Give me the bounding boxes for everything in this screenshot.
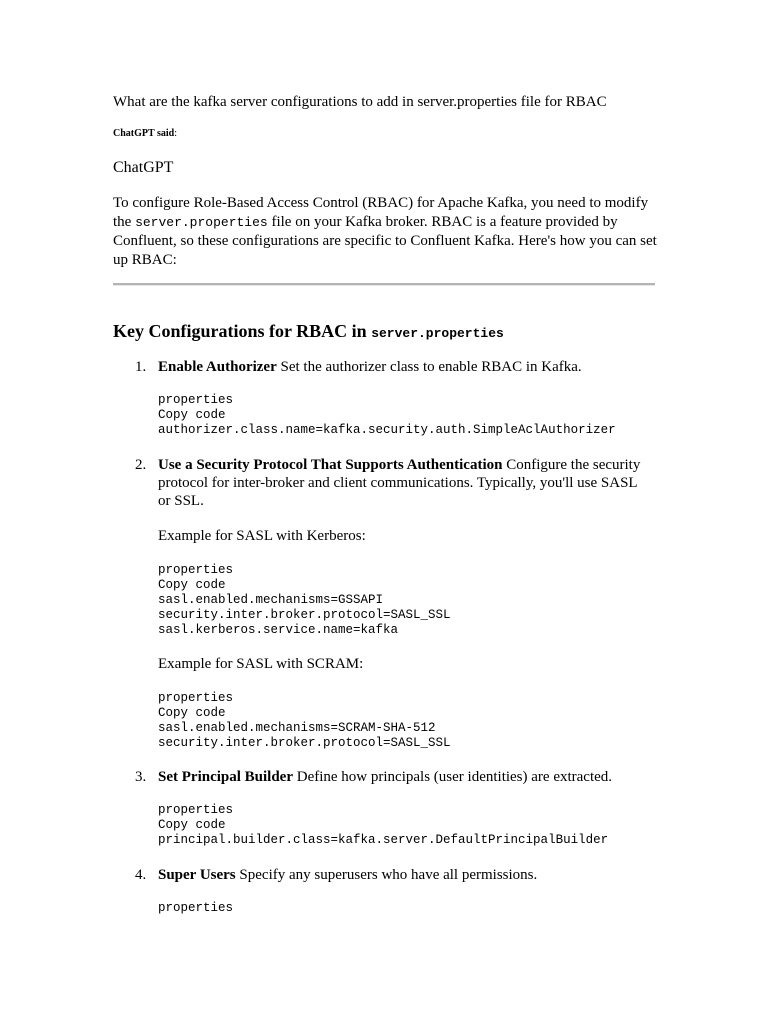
code-block-2b[interactable] <box>158 691 451 751</box>
user-prompt: What are the kafka server configurations to add in server.properties file for RBAC <box>113 94 607 110</box>
code-block-1[interactable] <box>158 393 616 438</box>
list-item-text <box>158 866 650 884</box>
copy-code-button[interactable]: Copy code <box>158 818 226 832</box>
list-item-title: Set Principal Builder <box>158 769 293 785</box>
example-kerberos-label: Example for SASL with Kerberos: <box>158 528 366 544</box>
assistant-name: ChatGPT <box>113 159 174 176</box>
code-language-label: properties <box>158 803 234 817</box>
section-heading-code: server.properties <box>371 326 504 341</box>
section-heading <box>113 320 504 345</box>
copy-code-button[interactable]: Copy code <box>158 578 226 592</box>
code-line: security.inter.broker.protocol=SASL_SSL <box>158 608 451 622</box>
list-item-number: 4. <box>135 867 147 883</box>
section-heading-text: Key Configurations for RBAC in <box>113 321 372 341</box>
intro-text-start: To configure Role-Based Access Control (RBAC) for Apache Kafka, you need to modify the <box>113 195 649 230</box>
list-item-description: Specify any superusers who have all permissions. <box>235 867 538 883</box>
list-item-number: 1. <box>135 359 147 375</box>
list-item-title: Super Users <box>158 867 236 883</box>
list-item-text <box>158 456 650 510</box>
code-line: security.inter.broker.protocol=SASL_SSL <box>158 736 451 750</box>
code-line: sasl.kerberos.service.name=kafka <box>158 623 399 637</box>
code-line: principal.builder.class=kafka.server.DefaultPrincipalBuilder <box>158 833 609 847</box>
list-item-description: Define how principals (user identities) are extracted. <box>293 769 613 785</box>
list-item-text <box>158 358 650 376</box>
copy-code-button[interactable]: Copy code <box>158 408 226 422</box>
assistant-said-label <box>113 127 177 140</box>
list-item-title: Enable Authorizer <box>158 359 277 375</box>
said-label-text: ChatGPT said <box>113 128 175 139</box>
code-block-3[interactable] <box>158 803 608 848</box>
code-block-4[interactable] <box>158 901 233 916</box>
intro-text-end: file on your Kafka broker. RBAC is a feature provided by Confluent, so these configurations are specific to Confluent Kafka. Here's how you can set up RBAC: <box>113 213 657 268</box>
code-line: sasl.enabled.mechanisms=SCRAM-SHA-512 <box>158 721 436 735</box>
horizontal-divider <box>113 283 655 286</box>
code-language-label: properties <box>158 563 234 577</box>
code-language-label: properties <box>158 901 234 915</box>
code-line: sasl.enabled.mechanisms=GSSAPI <box>158 593 384 607</box>
list-item-title: Use a Security Protocol That Supports Authentication <box>158 457 503 473</box>
intro-inline-code: server.properties <box>135 214 268 230</box>
code-language-label: properties <box>158 393 234 407</box>
list-item-text <box>158 768 650 786</box>
code-line: authorizer.class.name=kafka.security.auth.SimpleAclAuthorizer <box>158 423 616 437</box>
intro-paragraph <box>113 194 658 269</box>
list-item-number: 3. <box>135 769 147 785</box>
list-item-number: 2. <box>135 457 147 473</box>
said-label-colon: : <box>174 128 178 139</box>
list-item-description: Set the authorizer class to enable RBAC in Kafka. <box>276 359 582 375</box>
code-language-label: properties <box>158 691 234 705</box>
code-block-2a[interactable] <box>158 563 451 638</box>
example-scram-label: Example for SASL with SCRAM: <box>158 656 364 672</box>
list-item-description: Configure the security protocol for inter-broker and client communications. Typically, you'll use SASL or SSL. <box>158 457 641 509</box>
copy-code-button[interactable]: Copy code <box>158 706 226 720</box>
